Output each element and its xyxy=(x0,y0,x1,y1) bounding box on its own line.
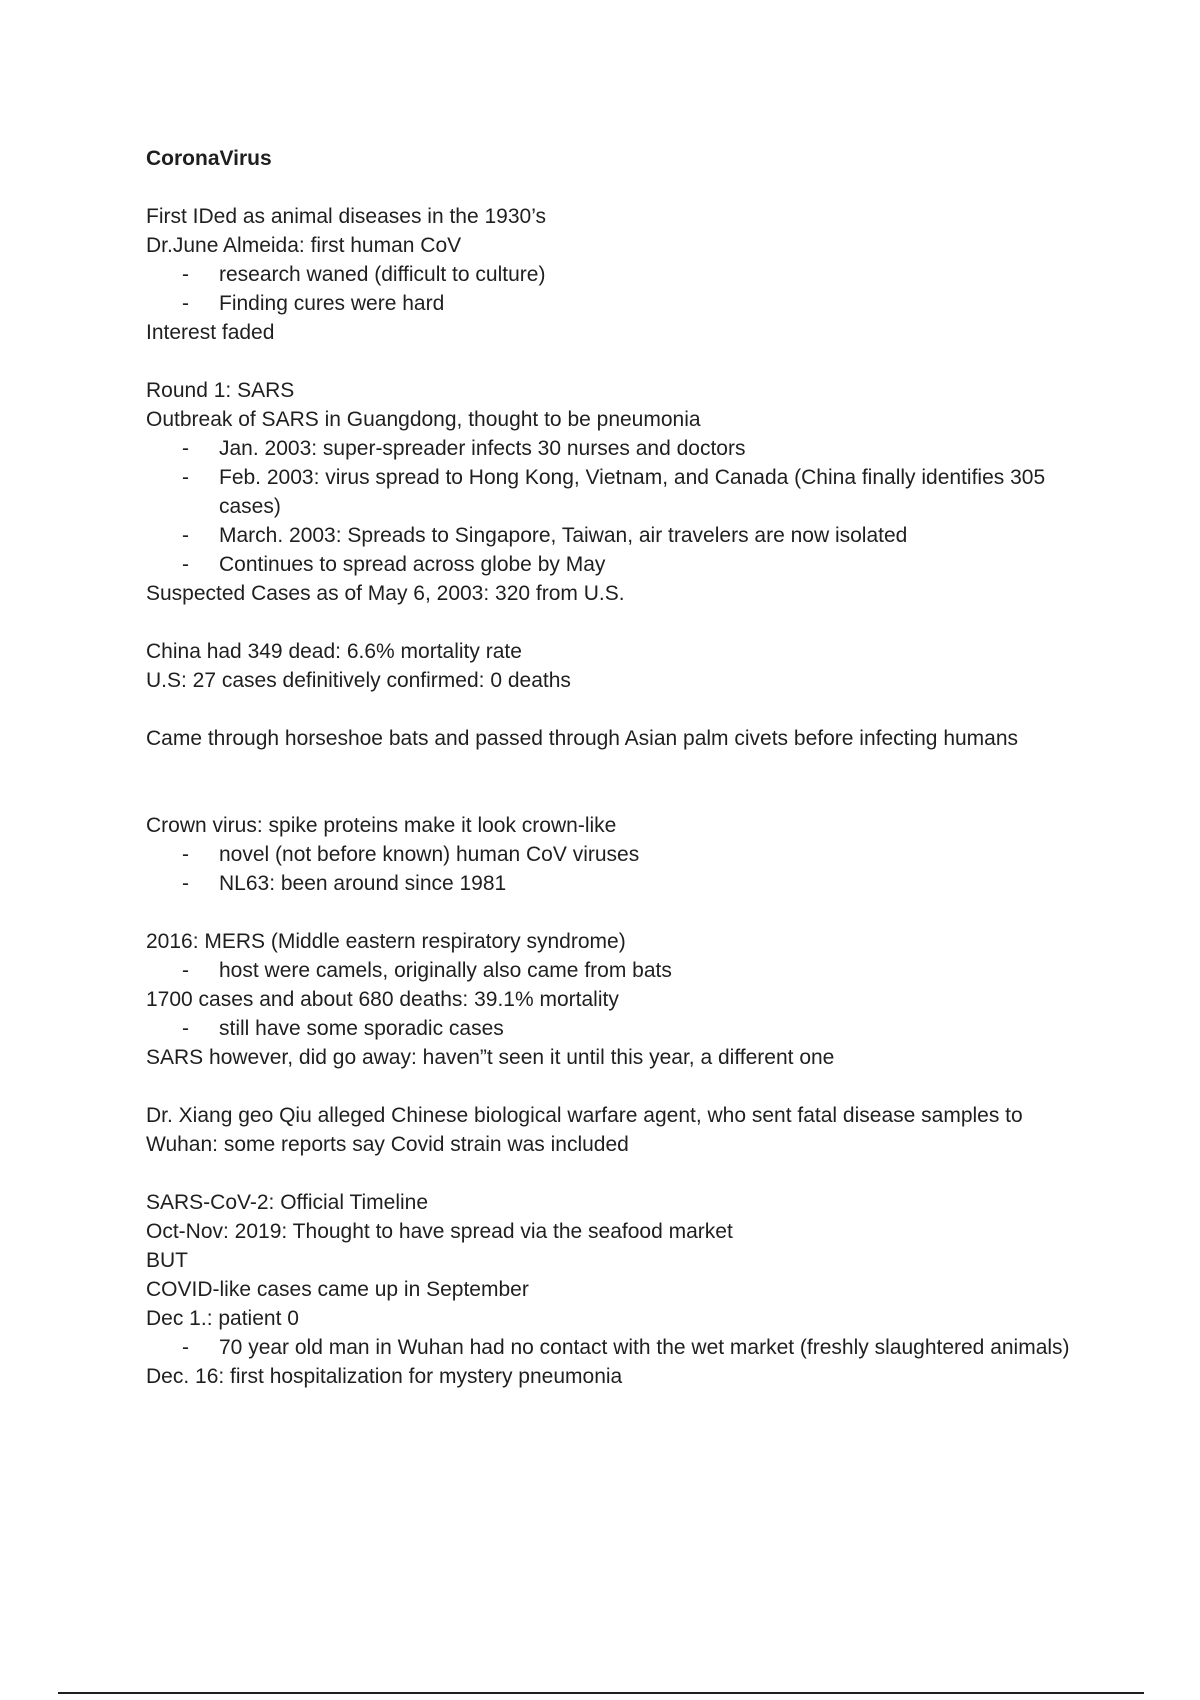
list-item: - Jan. 2003: super-spreader infects 30 nurses and doctors xyxy=(182,437,746,460)
timeline-line-1: Oct-Nov: 2019: Thought to have spread via the seafood market xyxy=(146,1220,733,1243)
document-page xyxy=(146,144,1086,1391)
document-title: CoronaVirus xyxy=(146,147,272,170)
timeline-line-3: COVID-like cases came up in September xyxy=(146,1278,529,1301)
sars-line-2: Suspected Cases as of May 6, 2003: 320 from U.S. xyxy=(146,582,625,605)
list-item: - novel (not before known) human CoV viruses xyxy=(182,843,640,866)
spacer xyxy=(146,1159,1086,1188)
sars-line-1: Outbreak of SARS in Guangdong, thought to be pneumonia xyxy=(146,408,701,431)
mers-line-1: 2016: MERS (Middle eastern respiratory syndrome) xyxy=(146,930,626,953)
intro-line-2: Dr.June Almeida: first human CoV xyxy=(146,234,462,257)
spacer xyxy=(146,1072,1086,1101)
timeline-heading: SARS-CoV-2: Official Timeline xyxy=(146,1191,429,1214)
list-item: - NL63: been around since 1981 xyxy=(182,872,507,895)
list-item: - research waned (difficult to culture) xyxy=(182,263,546,286)
list-item: - host were camels, originally also came from bats xyxy=(182,959,672,982)
mers-line-2: 1700 cases and about 680 deaths: 39.1% mortality xyxy=(146,988,619,1011)
stats-china: China had 349 dead: 6.6% mortality rate xyxy=(146,640,522,663)
list-item: - still have some sporadic cases xyxy=(182,1017,504,1040)
spacer xyxy=(146,608,1086,637)
timeline-line-2: BUT xyxy=(146,1249,188,1272)
mers-line-3: SARS however, did go away: haven”t seen it until this year, a different one xyxy=(146,1046,835,1069)
intro-line-3: Interest faded xyxy=(146,321,275,344)
timeline-line-5: Dec. 16: first hospitalization for mystery pneumonia xyxy=(146,1365,623,1388)
origin-line: Came through horseshoe bats and passed through Asian palm civets before infecting humans xyxy=(146,727,1019,750)
spacer xyxy=(146,347,1086,376)
sars-heading: Round 1: SARS xyxy=(146,379,295,402)
list-item: - 70 year old man in Wuhan had no contact with the wet market (freshly slaughtered animals) xyxy=(182,1336,1070,1359)
timeline-line-4: Dec 1.: patient 0 xyxy=(146,1307,299,1330)
spacer xyxy=(146,173,1086,202)
spacer xyxy=(146,898,1086,927)
list-item: - Continues to spread across globe by May xyxy=(182,553,606,576)
list-item: - March. 2003: Spreads to Singapore, Taiwan, air travelers are now isolated xyxy=(182,524,908,547)
stats-us: U.S: 27 cases definitively confirmed: 0 deaths xyxy=(146,669,571,692)
list-item: - Feb. 2003: virus spread to Hong Kong, Vietnam, and Canada (China finally identifies 305 cases) xyxy=(182,466,1046,518)
intro-line-1: First IDed as animal diseases in the 1930’s xyxy=(146,205,546,228)
spacer xyxy=(146,753,1086,811)
footer-rule xyxy=(58,1692,1144,1694)
spacer xyxy=(146,695,1086,724)
crown-line-1: Crown virus: spike proteins make it look crown-like xyxy=(146,814,617,837)
qiu-paragraph: Dr. Xiang geo Qiu alleged Chinese biological warfare agent, who sent fatal disease samples to Wuhan: some reports say Covid strain was included xyxy=(146,1104,1023,1156)
list-item: - Finding cures were hard xyxy=(182,292,445,315)
